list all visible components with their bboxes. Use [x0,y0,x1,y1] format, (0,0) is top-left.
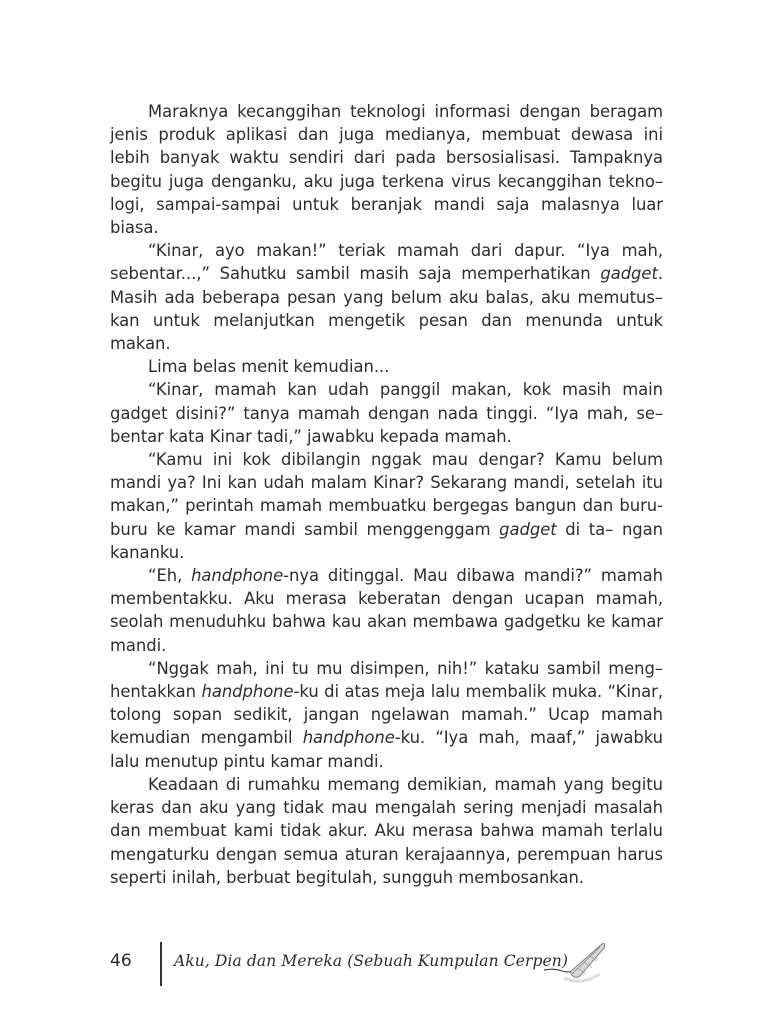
paragraph [110,564,663,657]
paragraph [110,378,663,448]
text-run: “Nggak mah, ini tu mu disimpen, nih!” kataku sambil meng– hentakkan [110,658,663,702]
italic-term: handphone [302,728,395,748]
page-number: 46 [110,951,132,971]
text-run: “Kamu ini kok dibilangin nggak mau dengar? Kamu belum mandi ya? Ini kan udah malam Kinar? Sekarang mandi, setelah itu makan,” perintah mamah membuatku bergegas bangun dan buru-buru ke kamar mandi sambil menggenggam [110,450,663,539]
paragraph [110,657,663,773]
page-footer [0,938,768,988]
footer-divider [160,942,162,986]
italic-term: handphone [201,682,294,702]
text-run: di ta– ngan kananku. [110,519,663,562]
text-run: “Kinar, ayo makan!” teriak mamah dari dapur. “Iya mah, sebentar...,” Sahutku sambil masih saja memperhatikan [110,241,663,284]
quill-pen-icon [540,938,610,988]
paragraph [110,448,663,564]
book-title: Aku, Dia dan Mereka (Sebuah Kumpulan Cerpen) [174,952,569,970]
text-run: -nya ditinggal. Mau dibawa mandi?” mamah membentakku. Aku merasa keberatan dengan ucapan mamah, seolah menuduhku bahwa kau akan membawa gadgetku ke kamar mandi. [110,566,663,655]
paragraph [110,100,663,239]
text-run: “Kinar, mamah kan udah panggil makan, kok masih main gadget disini?” tanya mamah dengan nada tinggi. “Iya mah, se– bentar kata Kinar tadi,” jawabku kepada mamah. [110,380,663,446]
italic-term: handphone [191,566,284,586]
italic-term: gadget [600,264,658,284]
text-run: . Masih ada beberapa pesan yang belum aku balas, aku memutus– kan untuk melanjutkan mengetik pesan dan menunda untuk makan. [110,264,663,354]
paragraph [110,773,663,889]
text-run: Maraknya kecanggihan teknologi informasi dengan beragam jenis produk aplikasi dan juga medianya, membuat dewasa ini lebih banyak waktu sendiri dari pada bersosialisasi. Tampaknya begitu juga denganku, aku juga terkena virus kecanggihan tekno– logi, sampai-sampai untuk beranjak mandi saja malasnya luar biasa. [110,102,663,238]
paragraph [110,355,663,378]
text-run: “Eh, [148,566,192,586]
text-run: Keadaan di rumahku memang demikian, mamah yang begitu keras dan aku yang tidak mau mengalah sering menjadi masalah dan membuat kami tidak akur. Aku merasa bahwa mamah terlalu mengaturku dengan semua aturan kerajaannya, perempuan harus seperti inilah, berbuat begitulah, sungguh membosankan. [110,774,663,887]
text-run: -ku. “Iya mah, maaf,” jawabku lalu menutup pintu kamar mandi. [110,728,663,771]
italic-term: gadget [499,519,557,539]
text-run: Lima belas menit kemudian... [148,357,390,377]
story-text [110,100,663,889]
text-run: -ku di atas meja lalu membalik muka. “Kinar, tolong sopan sedikit, jangan ngelawan mamah.” Ucap mamah kemudian mengambil [110,682,664,748]
paragraph [110,239,663,355]
